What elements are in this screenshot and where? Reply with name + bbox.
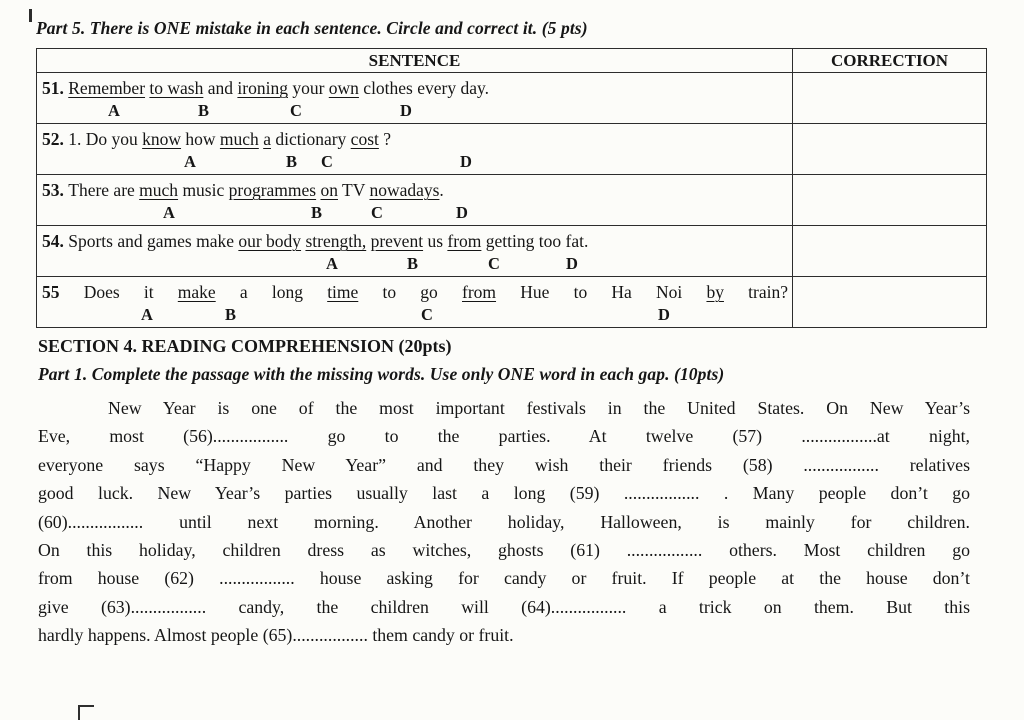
mistake-table <box>36 48 987 328</box>
sentence-cell <box>37 277 793 328</box>
reading-passage <box>38 394 970 650</box>
correction-cell <box>793 124 987 175</box>
underlined-word: know <box>142 129 182 149</box>
sentence-text: clothes every day. <box>358 78 489 98</box>
sentence-text: 51. <box>42 78 69 98</box>
choice-letter-d: D <box>400 101 412 120</box>
underlined-word: much <box>139 180 179 200</box>
choice-letter-d: D <box>566 254 578 273</box>
scan-artifact-top <box>29 9 32 22</box>
underlined-word: a <box>263 129 271 149</box>
choice-letter-b: B <box>311 203 323 222</box>
sentence-text: There are <box>68 180 140 200</box>
sentence-text: and <box>203 78 238 98</box>
underlined-word: from <box>462 282 497 302</box>
choice-letter-c: C <box>488 254 500 273</box>
choice-letter-c: C <box>321 152 333 171</box>
choice-letter-c: C <box>290 101 302 120</box>
underlined-word: strength, <box>305 231 367 251</box>
underlined-word: much <box>219 129 259 149</box>
table-row <box>37 175 987 226</box>
sentence-text: getting too fat. <box>481 231 589 251</box>
choice-letter-c: C <box>371 203 383 222</box>
correction-cell <box>793 277 987 328</box>
passage-line: hardly happens. Almost people (65)................. them candy or fruit. <box>38 625 514 646</box>
sentence-text: us <box>423 231 448 251</box>
sentence-text: Hue to Ha Noi <box>496 282 707 302</box>
choice-letter-b: B <box>286 152 298 171</box>
choice-letter-b: B <box>407 254 419 273</box>
passage-line: from house (62) ................. house asking for candy or fruit. If people at the house don’t <box>38 568 970 589</box>
sentence-cell <box>37 226 793 277</box>
sentence-text: a long <box>215 282 328 302</box>
sentence-column-header: SENTENCE <box>37 49 793 73</box>
underlined-word: on <box>320 180 338 200</box>
correction-cell <box>793 73 987 124</box>
sentence-text: train? <box>723 282 788 302</box>
sentence-text: . <box>439 180 444 200</box>
passage-line: give (63)................. candy, the children will (64)................. a trick on them. But this <box>38 596 970 617</box>
passage-line: Eve, most (56)................. go to the parties. At twelve (57) .................at night, <box>38 426 970 447</box>
passage-line: everyone says “Happy New Year” and they wish their friends (58) ................. relatives <box>38 454 970 475</box>
sentence-cell <box>37 124 793 175</box>
underlined-word: own <box>328 78 359 98</box>
sentence-cell <box>37 73 793 124</box>
table-header-row <box>37 49 987 73</box>
choice-letter-a: A <box>326 254 338 273</box>
sentence-text: 54. <box>42 231 69 251</box>
sentence-text: 1. Do you <box>68 129 143 149</box>
underlined-word: ironing <box>237 78 288 98</box>
sentence-text: 53. <box>42 180 69 200</box>
sentence-text: your <box>287 78 329 98</box>
sentence-text: to go <box>358 282 462 302</box>
underlined-word: programmes <box>228 180 317 200</box>
passage-line: On this holiday, children dress as witches, ghosts (61) ................. others. Most children go <box>38 540 970 561</box>
correction-cell <box>793 226 987 277</box>
underlined-word: prevent <box>370 231 424 251</box>
choice-letter-b: B <box>225 305 237 324</box>
sentence-text: ? <box>378 129 392 149</box>
choice-letter-d: D <box>460 152 472 171</box>
choice-label-line <box>42 151 788 174</box>
table-row <box>37 73 987 124</box>
choice-label-line <box>42 253 788 276</box>
choice-label-line <box>42 304 788 327</box>
table-row <box>37 277 987 328</box>
sentence-text: 55 <box>42 282 84 302</box>
underlined-word: to wash <box>149 78 204 98</box>
underlined-word: cost <box>350 129 379 149</box>
underlined-word: nowadays <box>369 180 440 200</box>
choice-letter-c: C <box>421 305 433 324</box>
choice-letter-b: B <box>198 101 210 120</box>
sentence-text: TV <box>337 180 370 200</box>
correction-cell <box>793 175 987 226</box>
choice-letter-d: D <box>658 305 670 324</box>
choice-letter-a: A <box>141 305 153 324</box>
choice-letter-d: D <box>456 203 468 222</box>
sentence-text: 52. <box>42 129 69 149</box>
underlined-word: time <box>327 282 359 302</box>
sentence-line <box>42 280 788 304</box>
sentence-text: Sports and games make <box>68 231 239 251</box>
scan-artifact-bottom <box>78 705 94 720</box>
underlined-word: by <box>706 282 724 302</box>
sentence-line <box>42 76 788 100</box>
table-row <box>37 124 987 175</box>
underlined-word: make <box>177 282 216 302</box>
section4-heading: SECTION 4. READING COMPREHENSION (20pts) <box>38 336 452 356</box>
underlined-word: from <box>447 231 482 251</box>
sentence-line <box>42 178 788 202</box>
sentence-cell <box>37 175 793 226</box>
part5-heading: Part 5. There is ONE mistake in each sentence. Circle and correct it. (5 pts) <box>36 18 588 38</box>
sentence-text: music <box>178 180 229 200</box>
choice-label-line <box>42 100 788 123</box>
passage-line: good luck. New Year’s parties usually last a long (59) ................. . Many people don’t go <box>38 483 970 504</box>
sentence-text: dictionary <box>270 129 351 149</box>
choice-letter-a: A <box>108 101 120 120</box>
sentence-line <box>42 127 788 151</box>
sentence-text: how <box>181 129 220 149</box>
underlined-word: Remember <box>68 78 146 98</box>
mistake-table-body <box>37 73 987 328</box>
passage-line: New Year is one of the most important festivals in the United States. On New Year’s <box>108 398 970 418</box>
table-row <box>37 226 987 277</box>
passage-line: (60)................. until next morning. Another holiday, Halloween, is mainly for children. <box>38 511 970 532</box>
correction-column-header: CORRECTION <box>793 49 987 73</box>
sentence-line <box>42 229 788 253</box>
choice-label-line <box>42 202 788 225</box>
choice-letter-a: A <box>163 203 175 222</box>
choice-letter-a: A <box>184 152 196 171</box>
sentence-text: Does it <box>83 282 178 302</box>
underlined-word: our body <box>238 231 302 251</box>
part1-heading: Part 1. Complete the passage with the missing words. Use only ONE word in each gap. (10pts) <box>38 364 725 384</box>
